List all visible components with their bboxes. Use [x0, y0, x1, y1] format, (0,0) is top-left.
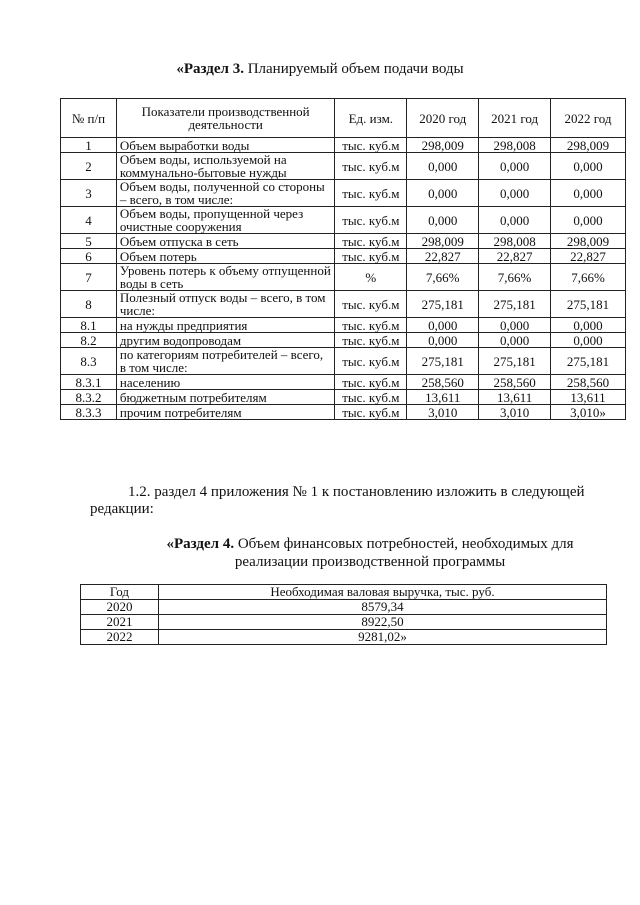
table-cell: 1 [61, 138, 117, 153]
table-cell: Объем воды, пропущенной через очистные сооружения [116, 207, 335, 234]
table-cell: 298,009 [551, 234, 626, 249]
table-cell: 258,560 [479, 375, 551, 390]
table-cell: тыс. куб.м [335, 207, 407, 234]
table-cell: 0,000 [551, 318, 626, 333]
table-cell: тыс. куб.м [335, 405, 407, 420]
table-row [61, 348, 626, 375]
table-cell: 275,181 [551, 348, 626, 375]
table-cell: 9281,02» [158, 630, 606, 645]
table-cell: тыс. куб.м [335, 348, 407, 375]
table-cell: 0,000 [551, 153, 626, 180]
table-cell: 7,66% [551, 264, 626, 291]
table-cell: 275,181 [551, 291, 626, 318]
table-cell: 3 [61, 180, 117, 207]
table-cell: прочим потребителям [116, 405, 335, 420]
section4-title [140, 535, 600, 571]
table-cell: 8.1 [61, 318, 117, 333]
table-row [61, 153, 626, 180]
table-row [61, 375, 626, 390]
table-row [81, 630, 607, 645]
table-cell: 258,560 [407, 375, 479, 390]
table-cell: 2022 [81, 630, 159, 645]
table-cell: тыс. куб.м [335, 375, 407, 390]
table-cell: 275,181 [407, 348, 479, 375]
table-cell: 22,827 [551, 249, 626, 264]
paragraph-line1: 1.2. раздел 4 приложения № 1 к постановлению изложить в следующей [128, 484, 585, 500]
table-cell: 8 [61, 291, 117, 318]
table-cell: 7 [61, 264, 117, 291]
table-row [61, 234, 626, 249]
table-cell: тыс. куб.м [335, 234, 407, 249]
table-cell: 0,000 [551, 207, 626, 234]
table-cell: бюджетным потребителям [116, 390, 335, 405]
table-header-row [81, 585, 607, 600]
column-header: 2022 год [551, 99, 626, 138]
table-cell: 2020 [81, 600, 159, 615]
table-row [61, 207, 626, 234]
table-row [61, 249, 626, 264]
table-cell: 0,000 [407, 180, 479, 207]
section3-title-bold: «Раздел 3. [176, 61, 244, 77]
table-cell: другим водопроводам [116, 333, 335, 348]
table-cell: Объем выработки воды [116, 138, 335, 153]
table-row [61, 264, 626, 291]
table-cell: тыс. куб.м [335, 333, 407, 348]
table-cell: тыс. куб.м [335, 249, 407, 264]
table-cell: 3,010 [407, 405, 479, 420]
table-row [61, 180, 626, 207]
table-cell: тыс. куб.м [335, 390, 407, 405]
table-cell: Полезный отпуск воды – всего, в том числе: [116, 291, 335, 318]
table-cell: 298,009 [407, 138, 479, 153]
table-cell: 0,000 [479, 318, 551, 333]
table-row [61, 390, 626, 405]
table-cell: 298,009 [407, 234, 479, 249]
table-cell: 0,000 [479, 180, 551, 207]
table-cell: 13,611 [407, 390, 479, 405]
table-cell: 22,827 [407, 249, 479, 264]
table-cell: 4 [61, 207, 117, 234]
table-cell: Объем потерь [116, 249, 335, 264]
column-header: Год [81, 585, 159, 600]
paragraph-line2: редакции: [90, 501, 154, 517]
table-cell: 0,000 [407, 207, 479, 234]
table-cell: тыс. куб.м [335, 153, 407, 180]
table-cell: 8579,34 [158, 600, 606, 615]
table-cell: 8922,50 [158, 615, 606, 630]
table-cell: Объем воды, используемой на коммунально-бытовые нужды [116, 153, 335, 180]
table-cell: населению [116, 375, 335, 390]
table-cell: тыс. куб.м [335, 291, 407, 318]
column-header: 2020 год [407, 99, 479, 138]
table-cell: Уровень потерь к объему отпущенной воды в сеть [116, 264, 335, 291]
table-row [61, 138, 626, 153]
table-cell: 0,000 [551, 333, 626, 348]
table-cell: 22,827 [479, 249, 551, 264]
table-cell: 298,009 [551, 138, 626, 153]
table-cell: 3,010 [479, 405, 551, 420]
table-cell: тыс. куб.м [335, 180, 407, 207]
column-header: № п/п [61, 99, 117, 138]
table-header-row [61, 99, 626, 138]
table-cell: 0,000 [479, 333, 551, 348]
table-cell: 2 [61, 153, 117, 180]
table-cell: 2021 [81, 615, 159, 630]
table-cell: 13,611 [551, 390, 626, 405]
column-header: Показатели производственной деятельности [116, 99, 335, 138]
table-cell: 8.3.3 [61, 405, 117, 420]
table-cell: 8.2 [61, 333, 117, 348]
table-cell: 8.3.2 [61, 390, 117, 405]
table-cell: 0,000 [407, 318, 479, 333]
table-cell: 0,000 [407, 153, 479, 180]
table-row [61, 333, 626, 348]
table-cell: 298,008 [479, 234, 551, 249]
table-cell: тыс. куб.м [335, 318, 407, 333]
section3-title-text: Планируемый объем подачи воды [243, 61, 464, 77]
table-cell: 7,66% [407, 264, 479, 291]
water-supply-table [60, 98, 626, 420]
table-cell: 275,181 [479, 291, 551, 318]
table-cell: 13,611 [479, 390, 551, 405]
table-cell: тыс. куб.м [335, 138, 407, 153]
table-cell: 0,000 [407, 333, 479, 348]
column-header: Необходимая валовая выручка, тыс. руб. [158, 585, 606, 600]
column-header: 2021 год [479, 99, 551, 138]
table-row [61, 291, 626, 318]
table-cell: 6 [61, 249, 117, 264]
table-cell: 7,66% [479, 264, 551, 291]
table-cell: по категориям потребителей – всего, в том числе: [116, 348, 335, 375]
table-cell: 275,181 [479, 348, 551, 375]
table-cell: 275,181 [407, 291, 479, 318]
table-cell: 0,000 [479, 153, 551, 180]
column-header: Ед. изм. [335, 99, 407, 138]
table-cell: 8.3.1 [61, 375, 117, 390]
table-cell: 3,010» [551, 405, 626, 420]
table-cell: Объем отпуска в сеть [116, 234, 335, 249]
table-cell: 298,008 [479, 138, 551, 153]
section4-title-bold: «Раздел 4. [166, 536, 235, 552]
table-row [61, 405, 626, 420]
financial-needs-table [80, 584, 607, 645]
table-row [81, 615, 607, 630]
table-cell: Объем воды, полученной со стороны – всего, в том числе: [116, 180, 335, 207]
table-cell: 0,000 [551, 180, 626, 207]
table-cell: 8.3 [61, 348, 117, 375]
table-cell: % [335, 264, 407, 291]
table-cell: 0,000 [479, 207, 551, 234]
section3-title [0, 61, 640, 78]
table-row [61, 318, 626, 333]
section4-title-text: Объем финансовых потребностей, необходимых для реализации производственной программы [234, 536, 574, 570]
table-cell: 5 [61, 234, 117, 249]
table-cell: 258,560 [551, 375, 626, 390]
table-cell: на нужды предприятия [116, 318, 335, 333]
table-row [81, 600, 607, 615]
